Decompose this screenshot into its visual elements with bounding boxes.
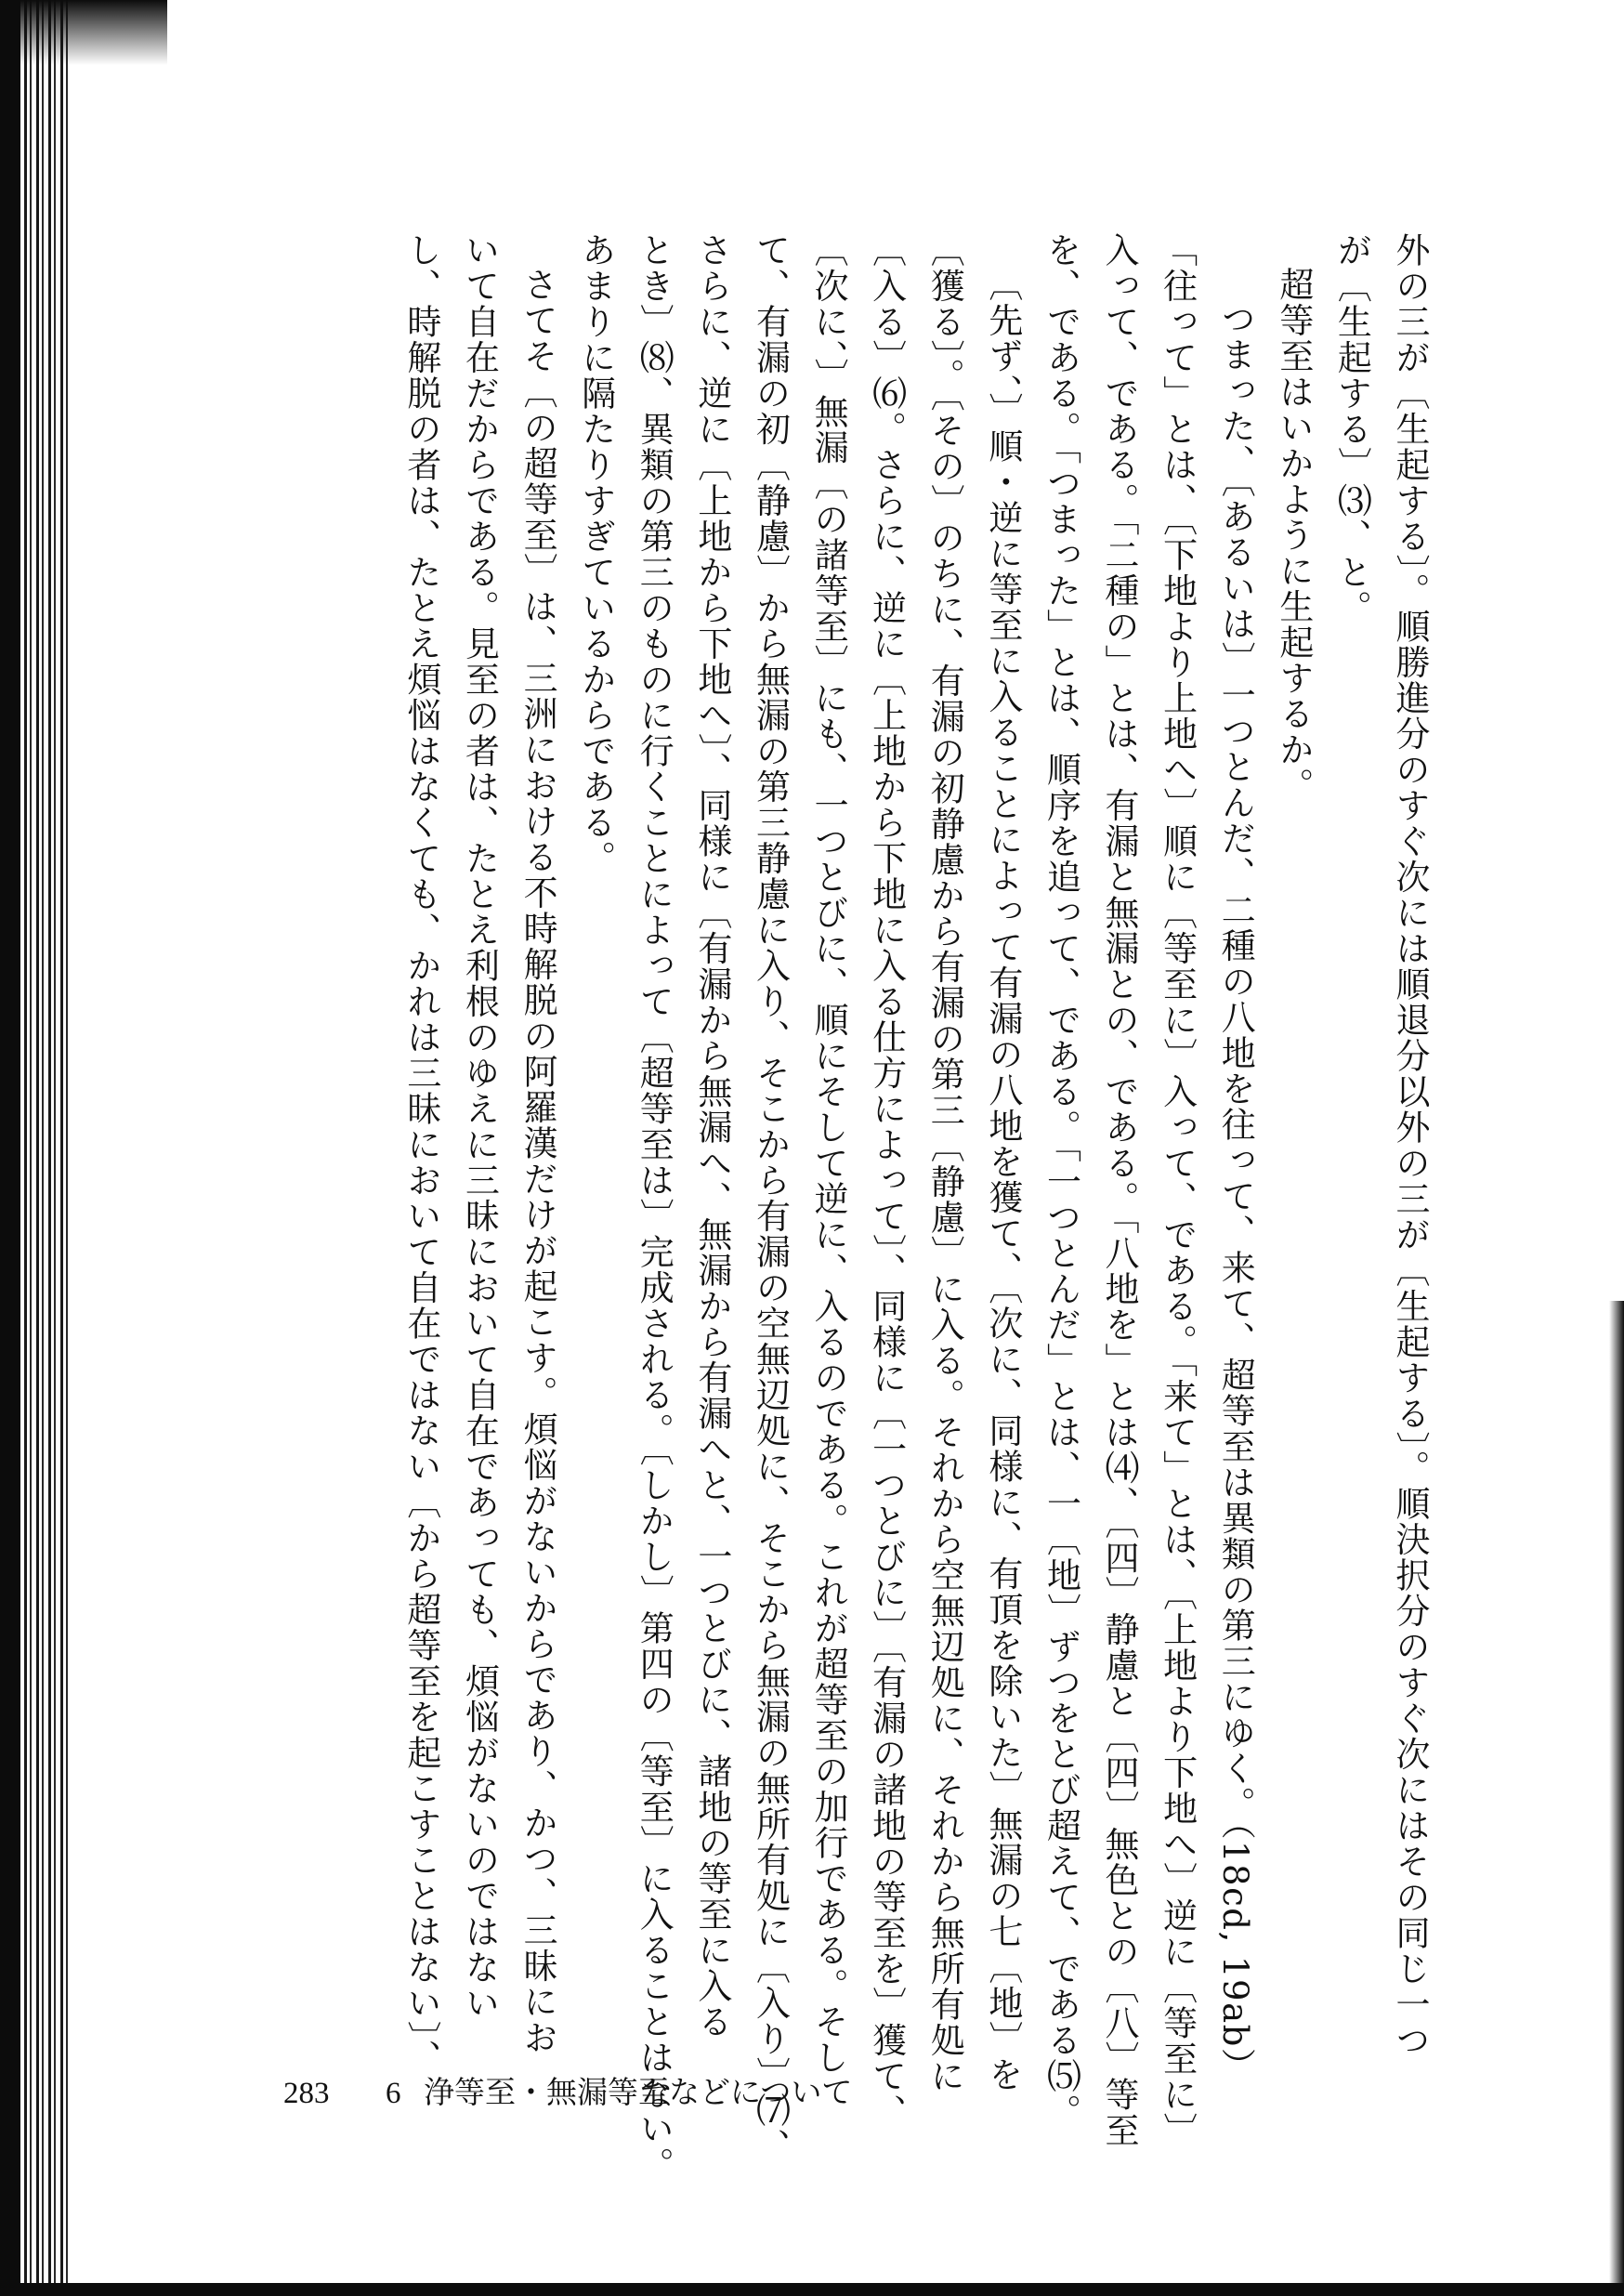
bottom-edge-shadow [0,2283,1624,2296]
text-line: 超等至はいかように生起するか。 [1273,267,1314,804]
text-line: つまった、〔あるいは〕一つとんだ、二種の八地を往って、来て、超等至は異類の第三にゆく。（18cd, 19ab） [1215,301,1256,2084]
text-line: 外の三が〔生起する〕。順勝進分のすぐ次には順退分以外の三が〔生起する〕。順決択分のすぐ次にはその同じ一つ [1390,232,1430,2058]
text-line: 〔入る〕⑹。さらに、逆に〔上地から下地に入る仕方によって〕、同様に〔一つとびに〕〔有漏の諸地の等至を〕獲て、 [866,232,907,2130]
text-line: て、有漏の初〔静慮〕から無漏の第三静慮に入り、そこから有漏の空無辺処に、そこから無漏の無所有処に〔入り〕⑺、 [750,232,791,2164]
text-line: あまりに隔たりすぎているからである。 [575,232,616,876]
text-line: 〔次に、〕無漏〔の諸等至〕にも、一つとびに、順にそして逆に、入るのである。これが超等至の加行である。そし [808,232,849,2076]
text-line: 「往って」とは、〔下地より上地へ〕順に〔等至に〕入って、である。「来て」とは、〔上地より下地へ〕逆に〔等至に〕 [1157,232,1198,2148]
text-line: とき〕⑻、異類の第三のものに行くことによって〔超等至は〕完成される。〔しかし〕第四の〔等至〕に入ることはない。 [634,232,674,2183]
text-line: 入って、である。「二種の」とは、有漏と無漏との、である。「八地を」とは⑷、〔四〕静慮と〔四〕無色との〔八〕等至 [1099,232,1140,2148]
right-edge-shadow [1609,1301,1624,2296]
text-line: を、である。「つまった」とは、順序を追って、である。「一つとんだ」とは、一〔地〕ずつをとび超えて、である⑸。 [1041,232,1081,2130]
chapter-number: 6 [386,2077,401,2110]
corner-shadow [0,0,167,65]
text-line: が〔生起する〕⑶、と。 [1331,232,1372,626]
text-line: さてそ〔の超等至〕は、三洲における不時解脱の阿羅漢だけが起こす。煩悩がないからであり、かつ、三昧にお [517,267,558,2055]
page-footer [283,2068,852,2112]
chapter-title: 浄等至・無漏等至などについて [424,2074,853,2110]
text-line: さらに、逆に〔上地から下地へ〕、同様に〔有漏から無漏へ、無漏から有漏へと、一つとびに、諸地の等至に入る [691,232,732,2040]
text-line: いて自在だからである。見至の者は、たとえ利根のゆえに三昧において自在であっても、煩悩がないのではない [459,232,500,2021]
text-line: し、時解脱の者は、たとえ煩悩はなくても、かれは三昧において自在ではない〔から超等至を起こすことはない〕、 [400,232,441,2076]
page-edge-binding [0,0,20,2296]
text-line: 〔獲る〕。〔その〕のちに、有漏の初静慮から有漏の第三〔静慮〕に入る。それから空無辺処に、それから無所有処に [924,232,965,2094]
page-number: 283 [283,2077,330,2110]
text-line: 〔先ず、〕順・逆に等至に入ることによって有漏の八地を獲て、〔次に、同様に、有頂を除いた〕無漏の七〔地〕を [982,267,1023,2093]
